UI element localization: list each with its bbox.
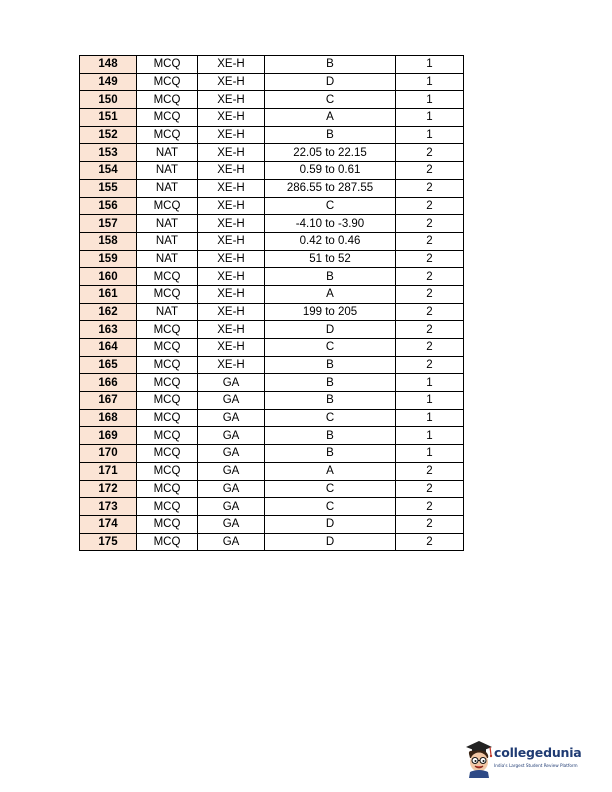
question-number-cell: 171 (80, 462, 137, 480)
question-type-cell: MCQ (137, 533, 198, 551)
question-type-cell: MCQ (137, 498, 198, 516)
table-row (80, 197, 464, 215)
table-row (80, 515, 464, 533)
marks-cell: 2 (396, 162, 464, 180)
marks-cell: 2 (396, 197, 464, 215)
question-type-cell: MCQ (137, 321, 198, 339)
answer-key-table (79, 55, 464, 551)
table-row (80, 56, 464, 74)
question-number-cell: 157 (80, 215, 137, 233)
answer-key-cell: 286.55 to 287.55 (265, 179, 396, 197)
question-type-cell: MCQ (137, 126, 198, 144)
marks-cell: 2 (396, 215, 464, 233)
question-number-cell: 166 (80, 374, 137, 392)
marks-cell: 1 (396, 392, 464, 410)
answer-key-cell: 22.05 to 22.15 (265, 144, 396, 162)
question-type-cell: MCQ (137, 268, 198, 286)
section-cell: XE-H (198, 56, 265, 74)
marks-cell: 2 (396, 356, 464, 374)
answer-key-cell: A (265, 462, 396, 480)
marks-cell: 2 (396, 462, 464, 480)
question-number-cell: 151 (80, 109, 137, 127)
question-number-cell: 159 (80, 250, 137, 268)
question-type-cell: NAT (137, 162, 198, 180)
answer-key-cell: C (265, 339, 396, 357)
section-cell: XE-H (198, 321, 265, 339)
section-cell: GA (198, 533, 265, 551)
section-cell: XE-H (198, 144, 265, 162)
section-cell: GA (198, 445, 265, 463)
marks-cell: 2 (396, 144, 464, 162)
marks-cell: 2 (396, 339, 464, 357)
question-type-cell: MCQ (137, 197, 198, 215)
answer-key-cell: 51 to 52 (265, 250, 396, 268)
marks-cell: 2 (396, 179, 464, 197)
table-row (80, 285, 464, 303)
marks-cell: 1 (396, 445, 464, 463)
question-number-cell: 148 (80, 56, 137, 74)
question-number-cell: 160 (80, 268, 137, 286)
answer-key-cell: D (265, 321, 396, 339)
table-row (80, 250, 464, 268)
table-row (80, 144, 464, 162)
question-type-cell: MCQ (137, 427, 198, 445)
answer-key-cell: C (265, 409, 396, 427)
section-cell: XE-H (198, 356, 265, 374)
answer-key-cell: B (265, 268, 396, 286)
section-cell: GA (198, 515, 265, 533)
section-cell: XE-H (198, 197, 265, 215)
section-cell: XE-H (198, 232, 265, 250)
question-number-cell: 165 (80, 356, 137, 374)
section-cell: XE-H (198, 250, 265, 268)
section-cell: GA (198, 409, 265, 427)
answer-key-cell: B (265, 374, 396, 392)
brand-tagline: India's Largest Student Review Platform (494, 763, 578, 768)
question-number-cell: 161 (80, 285, 137, 303)
marks-cell: 2 (396, 232, 464, 250)
section-cell: XE-H (198, 215, 265, 233)
table-row (80, 498, 464, 516)
table-row (80, 232, 464, 250)
section-cell: GA (198, 480, 265, 498)
marks-cell: 1 (396, 56, 464, 74)
marks-cell: 1 (396, 73, 464, 91)
question-type-cell: MCQ (137, 480, 198, 498)
table-row (80, 374, 464, 392)
table-row (80, 268, 464, 286)
marks-cell: 2 (396, 498, 464, 516)
answer-key-cell: 0.59 to 0.61 (265, 162, 396, 180)
table-row (80, 533, 464, 551)
question-number-cell: 170 (80, 445, 137, 463)
question-number-cell: 162 (80, 303, 137, 321)
question-type-cell: NAT (137, 215, 198, 233)
marks-cell: 1 (396, 427, 464, 445)
answer-key-cell: 199 to 205 (265, 303, 396, 321)
question-type-cell: NAT (137, 232, 198, 250)
answer-key-cell: B (265, 126, 396, 144)
answer-key-cell: B (265, 356, 396, 374)
question-number-cell: 152 (80, 126, 137, 144)
section-cell: GA (198, 427, 265, 445)
section-cell: GA (198, 498, 265, 516)
table-row (80, 392, 464, 410)
answer-key-cell: B (265, 392, 396, 410)
question-number-cell: 163 (80, 321, 137, 339)
section-cell: XE-H (198, 179, 265, 197)
table-row (80, 126, 464, 144)
answer-key-cell: 0.42 to 0.46 (265, 232, 396, 250)
section-cell: XE-H (198, 285, 265, 303)
marks-cell: 1 (396, 409, 464, 427)
marks-cell: 2 (396, 533, 464, 551)
answer-key-cell: D (265, 533, 396, 551)
student-mascot-icon (462, 738, 494, 778)
question-type-cell: NAT (137, 250, 198, 268)
question-type-cell: NAT (137, 179, 198, 197)
table-row (80, 356, 464, 374)
section-cell: XE-H (198, 339, 265, 357)
question-type-cell: MCQ (137, 356, 198, 374)
answer-key-cell: -4.10 to -3.90 (265, 215, 396, 233)
marks-cell: 2 (396, 321, 464, 339)
marks-cell: 2 (396, 480, 464, 498)
table-row (80, 162, 464, 180)
marks-cell: 2 (396, 303, 464, 321)
answer-key-cell: B (265, 445, 396, 463)
section-cell: XE-H (198, 126, 265, 144)
question-type-cell: MCQ (137, 109, 198, 127)
question-number-cell: 154 (80, 162, 137, 180)
question-number-cell: 169 (80, 427, 137, 445)
answer-key-rows (80, 56, 464, 551)
question-number-cell: 175 (80, 533, 137, 551)
brand-name: collegedunia (494, 745, 582, 760)
marks-cell: 2 (396, 250, 464, 268)
question-type-cell: NAT (137, 144, 198, 162)
question-number-cell: 153 (80, 144, 137, 162)
answer-key-cell: C (265, 480, 396, 498)
question-type-cell: MCQ (137, 409, 198, 427)
table-row (80, 321, 464, 339)
section-cell: GA (198, 374, 265, 392)
section-cell: GA (198, 392, 265, 410)
answer-key-cell: D (265, 73, 396, 91)
answer-key-cell: A (265, 285, 396, 303)
answer-key-cell: D (265, 515, 396, 533)
table-row (80, 480, 464, 498)
section-cell: XE-H (198, 162, 265, 180)
section-cell: XE-H (198, 73, 265, 91)
question-number-cell: 158 (80, 232, 137, 250)
table-row (80, 179, 464, 197)
table-row (80, 462, 464, 480)
question-type-cell: MCQ (137, 445, 198, 463)
section-cell: XE-H (198, 268, 265, 286)
question-number-cell: 156 (80, 197, 137, 215)
marks-cell: 1 (396, 374, 464, 392)
answer-key-cell: C (265, 197, 396, 215)
table-row (80, 445, 464, 463)
question-type-cell: MCQ (137, 374, 198, 392)
question-number-cell: 168 (80, 409, 137, 427)
answer-key-cell: A (265, 109, 396, 127)
question-number-cell: 174 (80, 515, 137, 533)
table-row (80, 303, 464, 321)
table-row (80, 215, 464, 233)
table-row (80, 73, 464, 91)
question-number-cell: 164 (80, 339, 137, 357)
section-cell: XE-H (198, 91, 265, 109)
question-type-cell: MCQ (137, 339, 198, 357)
question-number-cell: 155 (80, 179, 137, 197)
marks-cell: 2 (396, 285, 464, 303)
collegedunia-logo (462, 738, 592, 778)
question-type-cell: MCQ (137, 91, 198, 109)
question-number-cell: 150 (80, 91, 137, 109)
answer-key-cell: C (265, 498, 396, 516)
section-cell: XE-H (198, 303, 265, 321)
question-number-cell: 167 (80, 392, 137, 410)
question-number-cell: 172 (80, 480, 137, 498)
table-row (80, 427, 464, 445)
question-type-cell: MCQ (137, 73, 198, 91)
marks-cell: 2 (396, 268, 464, 286)
question-type-cell: MCQ (137, 515, 198, 533)
marks-cell: 1 (396, 91, 464, 109)
answer-key-cell: B (265, 56, 396, 74)
table-row (80, 409, 464, 427)
section-cell: GA (198, 462, 265, 480)
question-type-cell: NAT (137, 303, 198, 321)
question-type-cell: MCQ (137, 56, 198, 74)
marks-cell: 1 (396, 126, 464, 144)
marks-cell: 2 (396, 515, 464, 533)
answer-key-cell: C (265, 91, 396, 109)
answer-key-cell: B (265, 427, 396, 445)
question-number-cell: 149 (80, 73, 137, 91)
table-row (80, 91, 464, 109)
question-type-cell: MCQ (137, 462, 198, 480)
marks-cell: 1 (396, 109, 464, 127)
section-cell: XE-H (198, 109, 265, 127)
table-row (80, 109, 464, 127)
table-row (80, 339, 464, 357)
question-number-cell: 173 (80, 498, 137, 516)
question-type-cell: MCQ (137, 392, 198, 410)
question-type-cell: MCQ (137, 285, 198, 303)
